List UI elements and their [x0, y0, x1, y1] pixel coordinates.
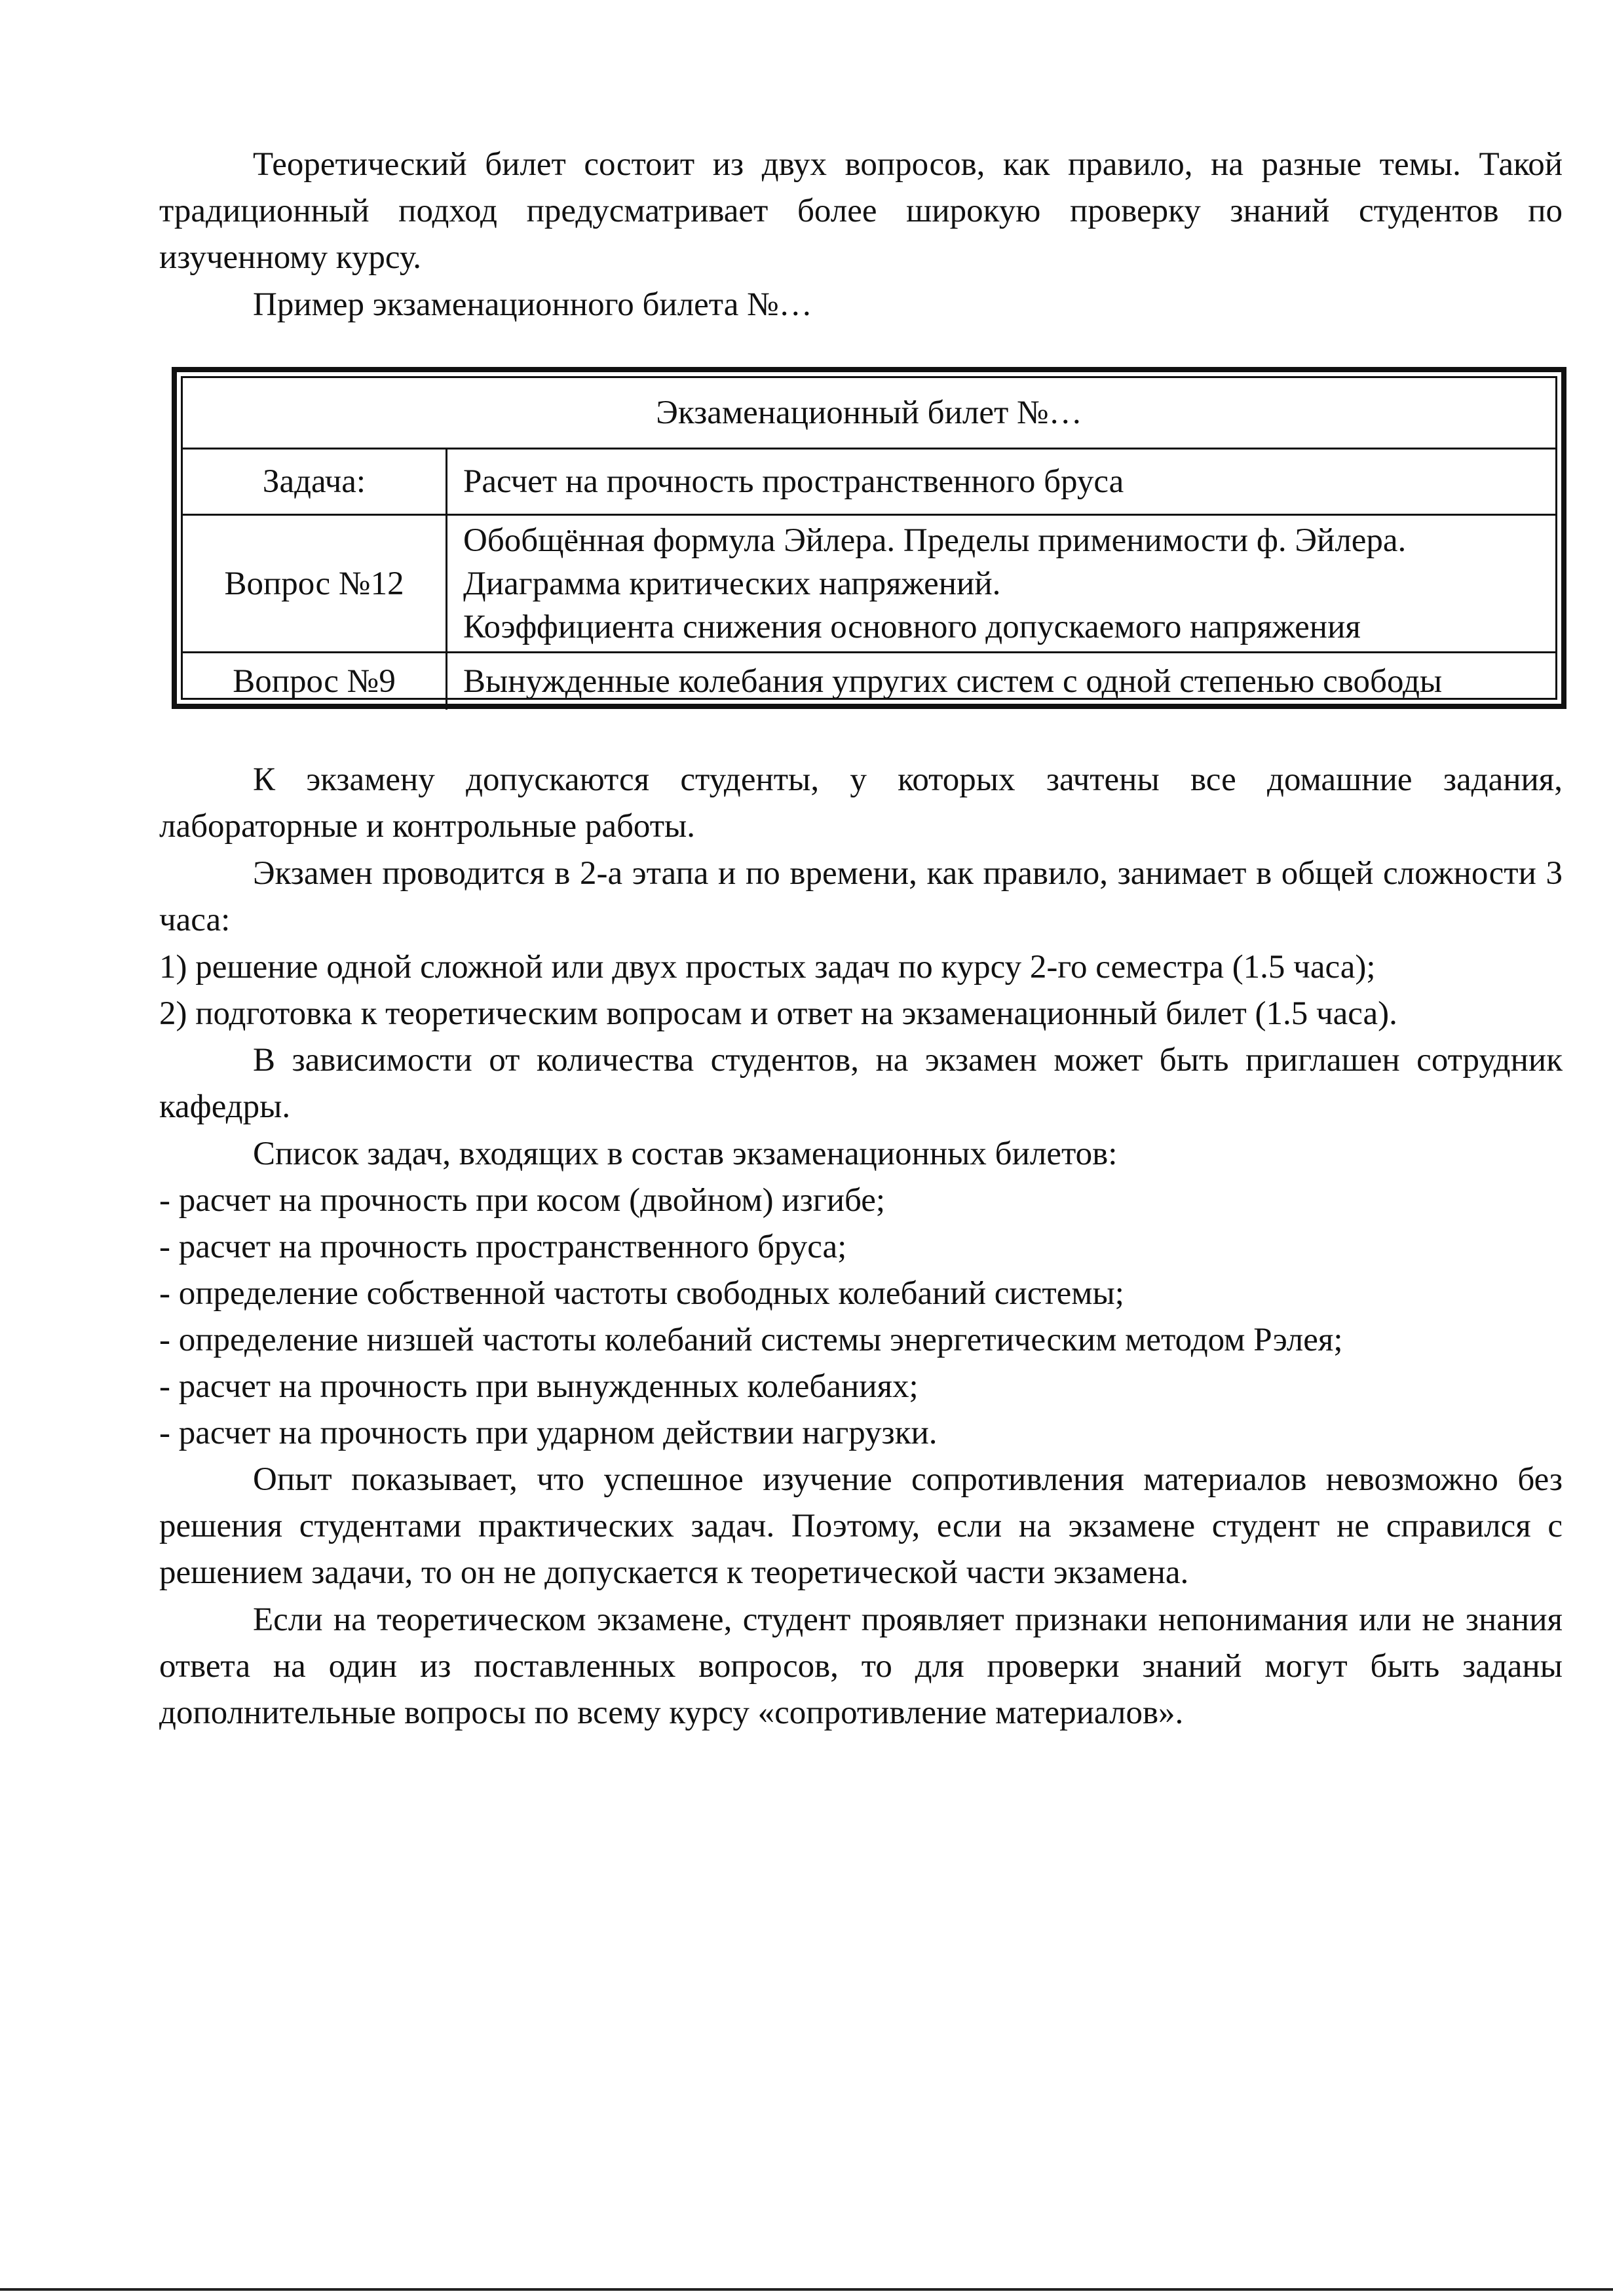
ticket-title: Экзаменационный билет №…: [656, 394, 1082, 431]
ticket-row-content: [447, 653, 1555, 710]
ticket-row-line: Диаграмма критических напряжений.: [463, 565, 1001, 602]
intro-paragraph: Теоретический билет состоит из двух вопросов, как правило, на разные темы. Такой традиционный подход предусматривает более широкую проверку знаний студентов по изученному курсу.: [159, 146, 1563, 276]
task-list-item: - расчет на прочность при ударном действии нагрузки.: [159, 1415, 938, 1451]
task-list-item: - определение собственной частоты свободных колебаний системы;: [159, 1275, 1124, 1312]
example-heading: Пример экзаменационного билета №…: [253, 286, 812, 323]
ticket-row-question-12: [183, 516, 1555, 653]
task-list-item: - расчет на прочность пространственного бруса;: [159, 1229, 847, 1265]
ticket-row-task: [183, 450, 1555, 516]
ticket-row-label: Задача:: [183, 450, 447, 514]
bottom-divider: [0, 2288, 1613, 2291]
ticket-row-label: Вопрос №9: [183, 653, 447, 710]
stages-intro-paragraph: Экзамен проводится в 2-а этапа и по времени, как правило, занимает в общей сложности 3 часа:: [159, 855, 1563, 938]
exam-ticket-table: [172, 367, 1566, 709]
ticket-row-line: Вынужденные колебания упругих систем с одной степенью свободы: [463, 663, 1443, 700]
ticket-header-row: [183, 378, 1555, 450]
admission-paragraph: К экзамену допускаются студенты, у которых зачтены все домашние задания, лабораторные и контрольные работы.: [159, 761, 1563, 845]
ticket-row-line: Коэффициента снижения основного допускаемого напряжения: [463, 608, 1361, 645]
staff-paragraph: В зависимости от количества студентов, на экзамен может быть приглашен сотрудник кафедры.: [159, 1042, 1563, 1125]
ticket-row-label: Вопрос №12: [183, 516, 447, 651]
task-list-item: - расчет на прочность при косом (двойном) изгибе;: [159, 1182, 886, 1219]
ticket-row-line: Обобщённая формула Эйлера. Пределы применимости ф. Эйлера.: [463, 522, 1407, 559]
stage-item: 1) решение одной сложной или двух простых задач по курсу 2-го семестра (1.5 часа);: [159, 949, 1376, 985]
ticket-row-content: [447, 450, 1555, 514]
experience-paragraph: Опыт показывает, что успешное изучение сопротивления материалов невозможно без решения студентами практических задач. Поэтому, если на экзамене студент не справился с решением задачи, то он не допускается к теоретической части экзамена.: [159, 1461, 1563, 1591]
stage-item: 2) подготовка к теоретическим вопросам и ответ на экзаменационный билет (1.5 часа).: [159, 995, 1397, 1032]
task-list-item: - определение низшей частоты колебаний системы энергетическим методом Рэлея;: [159, 1322, 1343, 1358]
exam-ticket-inner: [181, 376, 1557, 700]
ticket-row-line: Расчет на прочность пространственного бруса: [463, 463, 1124, 500]
additional-questions-paragraph: Если на теоретическом экзамене, студент проявляет признаки непонимания или не знания ответа на один из поставленных вопросов, то для проверки знаний могут быть заданы дополнительные вопросы по всему курсу «сопротивление материалов».: [159, 1601, 1563, 1731]
tasks-intro: Список задач, входящих в состав экзаменационных билетов:: [253, 1136, 1118, 1172]
ticket-row-question-9: [183, 653, 1555, 710]
ticket-row-content: [447, 516, 1555, 651]
task-list-item: - расчет на прочность при вынужденных колебаниях;: [159, 1368, 919, 1405]
